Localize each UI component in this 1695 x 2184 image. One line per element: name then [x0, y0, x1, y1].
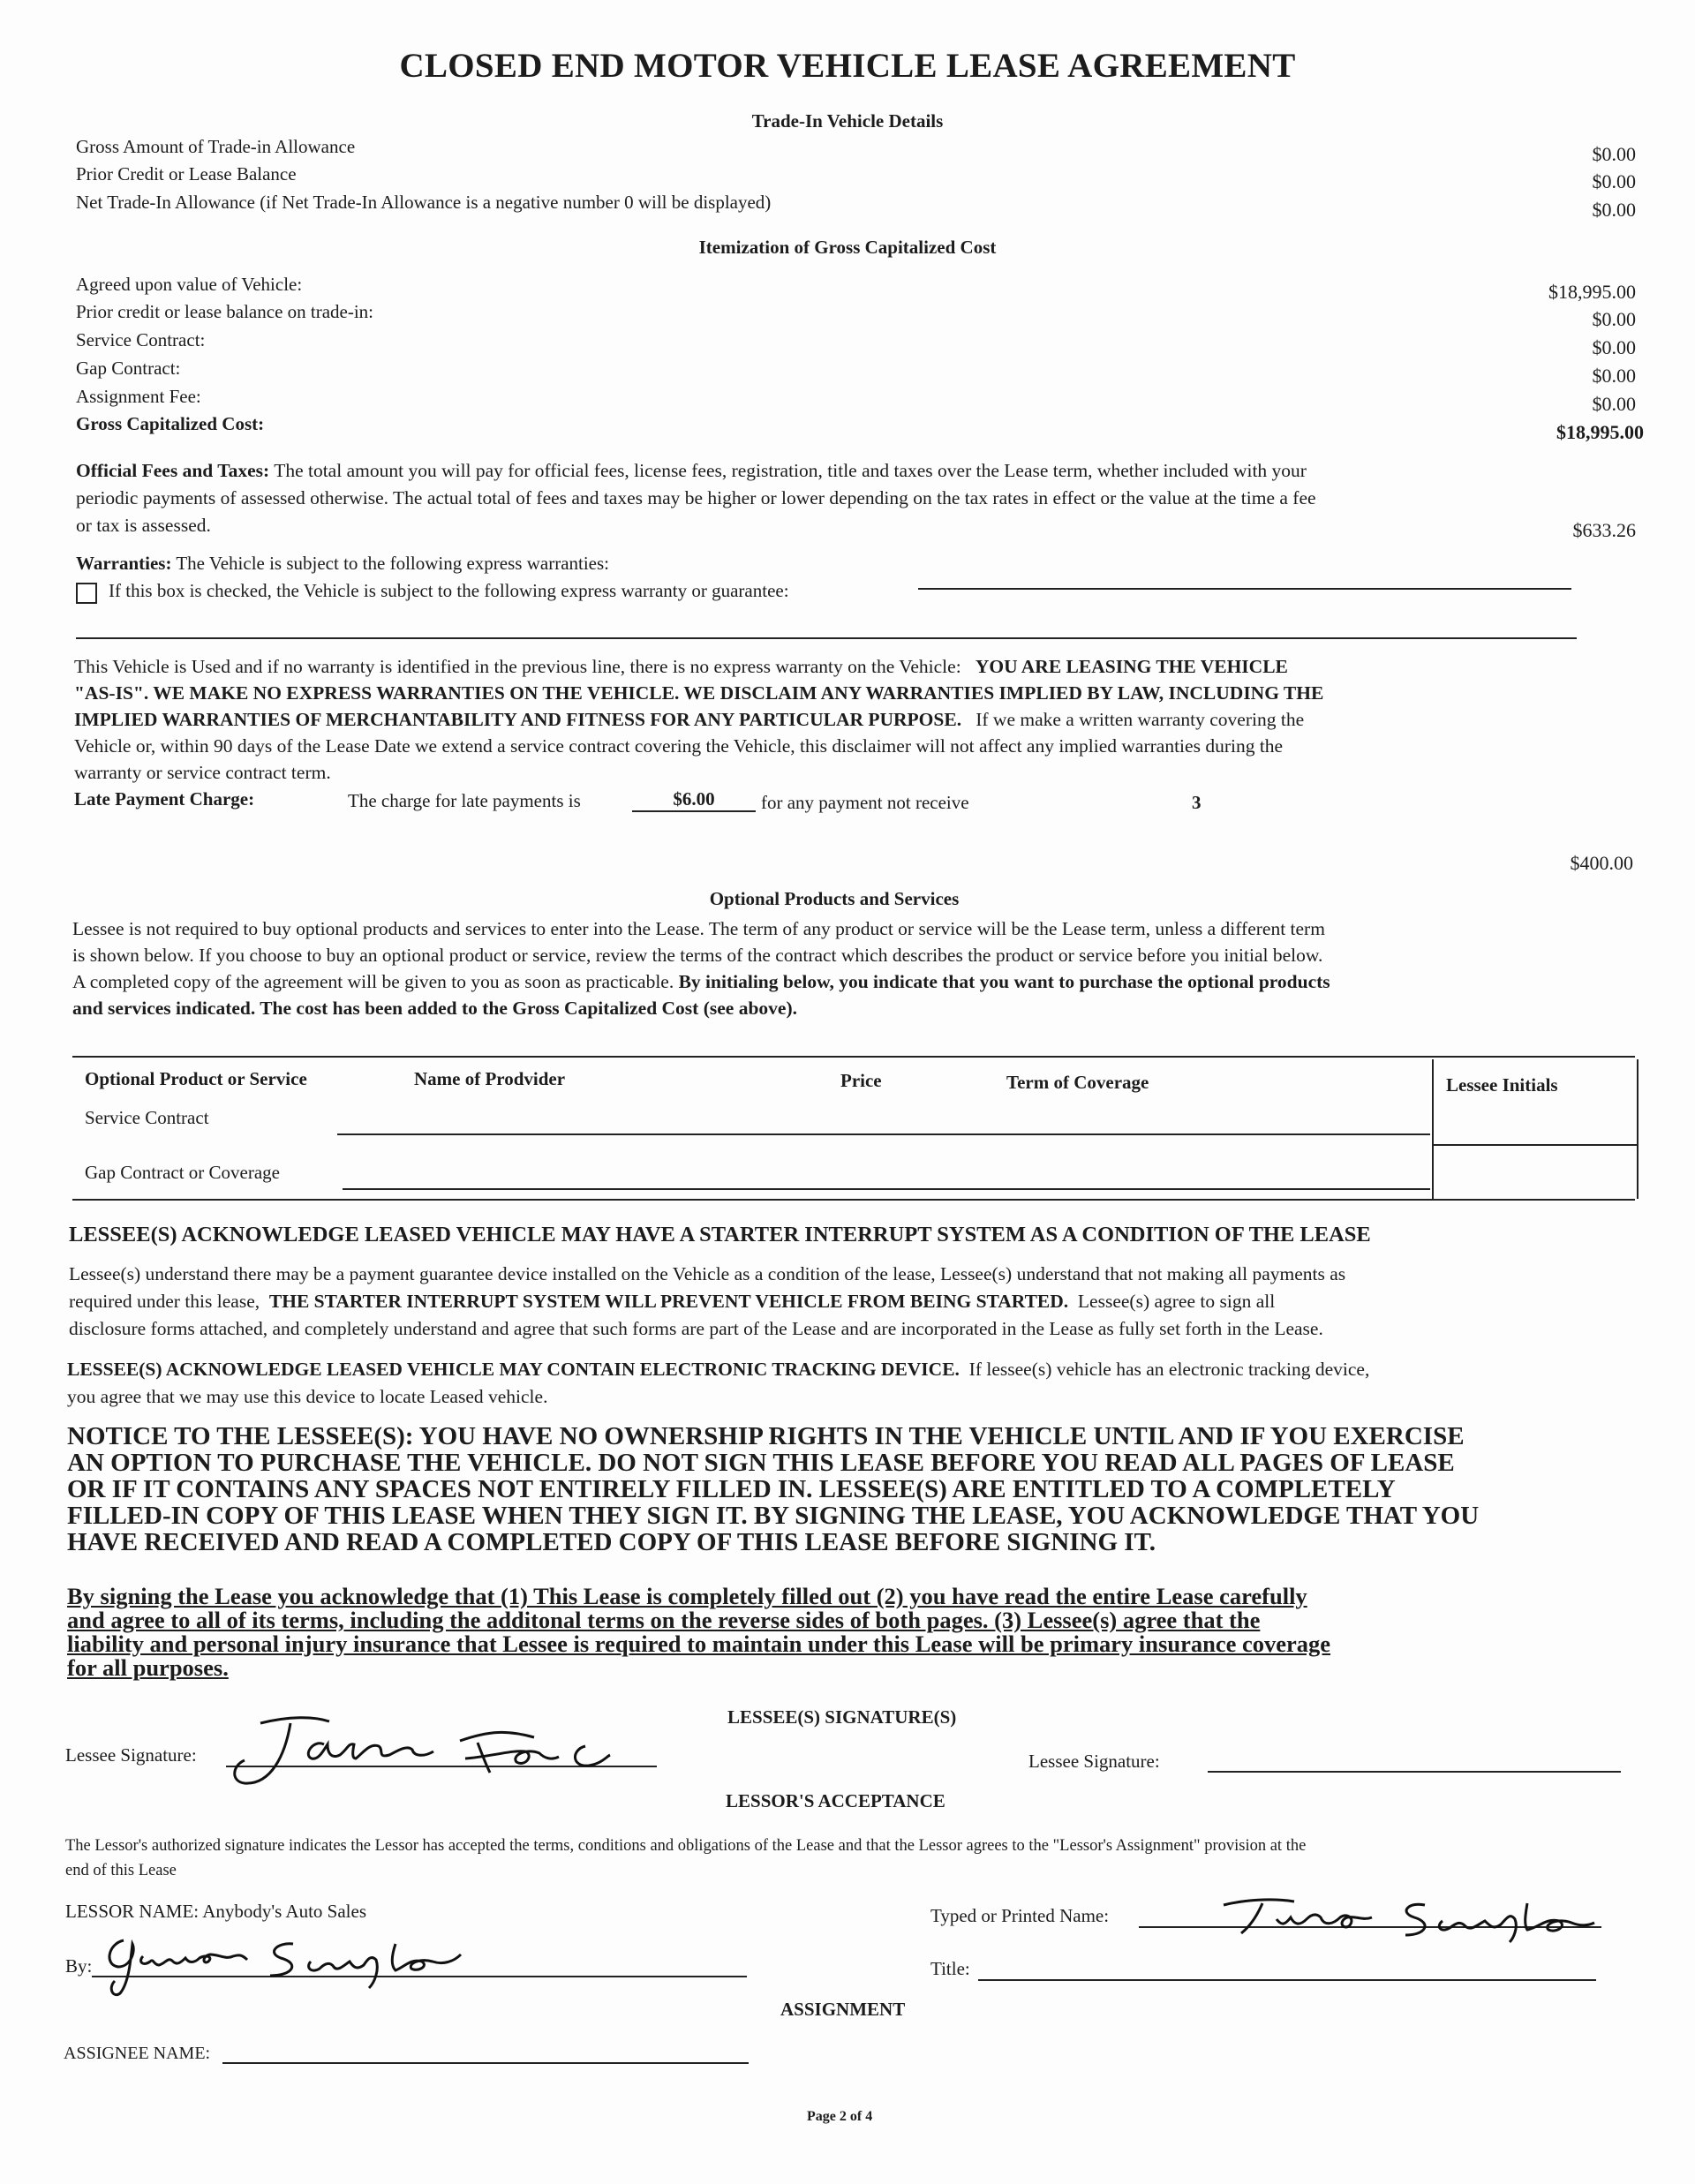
- trade-in-value: $0.00: [1592, 199, 1636, 221]
- acknowledge-line: for all purposes.: [67, 1654, 229, 1681]
- itemization-value: $0.00: [1592, 308, 1636, 330]
- itemization-label: Agreed upon value of Vehicle:: [76, 274, 303, 295]
- fees-label: Official Fees and Taxes:: [76, 460, 270, 481]
- as-is-text: This Vehicle is Used and if no warranty is identified in the previous line, there is no express warranty on the Vehicle:: [74, 656, 961, 677]
- lessor-name: Anybody's Auto Sales: [202, 1901, 366, 1922]
- itemization-label: Service Contract:: [76, 329, 206, 350]
- late-payment-text: The charge for late payments is: [348, 790, 581, 811]
- fees-text: or tax is assessed.: [76, 515, 211, 536]
- notice-line: FILLED-IN COPY OF THIS LEASE WHEN THEY SIGN IT. BY SIGNING THE LEASE, YOU ACKNOWLEDGE THAT YOU: [67, 1502, 1480, 1530]
- as-is-text: If we make a written warranty covering the: [976, 709, 1305, 730]
- gap-contract-line[interactable]: [343, 1188, 1430, 1190]
- optional-text: [72, 915, 1330, 1021]
- optional-products-table: [72, 1056, 1635, 1199]
- as-is-text: YOU ARE LEASING THE VEHICLE: [975, 656, 1288, 677]
- itemization-label: Prior credit or lease balance on trade-in:: [76, 301, 374, 322]
- lessor-name-label: LESSOR NAME:: [65, 1901, 200, 1922]
- optional-line: A completed copy of the agreement will be given to you as soon as practicable.: [72, 971, 674, 992]
- acknowledge-line: and agree to all of its terms, including the additonal terms on the reverse sides of both pages. (3) Lessee(s) agree that the: [67, 1607, 1261, 1633]
- starter-line: required under this lease,: [69, 1291, 260, 1312]
- lessor-text: [65, 1834, 1306, 1883]
- signatures-heading: LESSEE(S) SIGNATURE(S): [727, 1706, 957, 1728]
- lessor-line: end of this Lease: [65, 1862, 177, 1879]
- late-payment-text: for any payment not receive: [761, 792, 969, 813]
- table-row-label: Gap Contract or Coverage: [85, 1162, 281, 1183]
- by-signature: [85, 1924, 491, 2004]
- by-signature-text: Junior Sample: [85, 1924, 90, 1925]
- official-fees: [76, 457, 1316, 539]
- warranty-line[interactable]: [76, 637, 1577, 639]
- lessor-line: The Lessor's authorized signature indicates the Lessor has accepted the terms, conditions and obligations of the Lease and that the Lessor agrees to the "Lessor's Assignment" provision at the: [65, 1837, 1307, 1855]
- tracking-line: you agree that we may use this device to locate Leased vehicle.: [67, 1386, 548, 1407]
- table-header: Name of Prodvider: [414, 1068, 566, 1089]
- lessee1-signature: [225, 1704, 649, 1801]
- optional-line: Lessee is not required to buy optional products and services to enter into the Lease. The term of any product or service will be the Lease term, unless a different term: [72, 918, 1325, 939]
- table-row-label: Service Contract: [85, 1107, 209, 1128]
- fees-text: periodic payments of assessed otherwise. The actual total of fees and taxes may be higher or lower depending on the tax rates in effect or the value at the time a fee: [76, 487, 1316, 508]
- tracking-heading: LESSEE(S) ACKNOWLEDGE LEASED VEHICLE MAY CONTAIN ELECTRONIC TRACKING DEVICE.: [67, 1359, 960, 1380]
- lessor-heading: LESSOR'S ACCEPTANCE: [726, 1790, 945, 1811]
- typed-name-signature-text: Junior Sample: [1209, 1886, 1215, 1887]
- gross-cap-cost-label: Gross Capitalized Cost:: [76, 413, 265, 434]
- starter-line: Lessee(s) agree to sign all: [1077, 1291, 1276, 1312]
- tracking-line: If lessee(s) vehicle has an electronic tracking device,: [968, 1359, 1370, 1380]
- starter-text: [69, 1261, 1345, 1343]
- assignee-label: ASSIGNEE NAME:: [64, 2044, 211, 2063]
- lessee1-signature-text: Janet Doe: [225, 1704, 229, 1705]
- late-payment-amount: $6.00: [632, 788, 756, 812]
- as-is-text: warranty or service contract term.: [74, 762, 331, 783]
- lessee2-label: Lessee Signature:: [1028, 1751, 1160, 1772]
- itemization-label: Gap Contract:: [76, 358, 181, 379]
- as-is-text: "AS-IS". WE MAKE NO EXPRESS WARRANTIES ON THE VEHICLE. WE DISCLAIM ANY WARRANTIES IMPLIED BY LAW, INCLUDING THE: [74, 682, 1324, 704]
- by-label: By:: [65, 1955, 93, 1977]
- optional-line: By initialing below, you indicate that you want to purchase the optional products: [678, 971, 1330, 992]
- warranties-label: Warranties:: [76, 553, 172, 574]
- starter-line: disclosure forms attached, and completely understand and agree that such forms are part of the Lease and are incorporated in the Lease as fully set forth in the Lease.: [69, 1318, 1323, 1339]
- warranties: [76, 553, 609, 575]
- table-header: Optional Product or Service: [85, 1068, 307, 1089]
- typed-name-label: Typed or Printed Name:: [930, 1905, 1110, 1926]
- lessor-name-row: [65, 1901, 366, 1923]
- lessee2-signature-line[interactable]: [1208, 1771, 1621, 1773]
- as-is-disclaimer: [74, 653, 1323, 786]
- acknowledge-block: [67, 1585, 1330, 1680]
- trade-in-value: $0.00: [1592, 143, 1636, 165]
- table-bottom-border: [72, 1199, 1635, 1201]
- trade-in-value: $0.00: [1592, 170, 1636, 192]
- notice-block: [67, 1423, 1479, 1555]
- table-header: Price: [840, 1070, 882, 1091]
- table-header: Term of Coverage: [1006, 1072, 1149, 1093]
- title-label: Title:: [930, 1958, 970, 1979]
- itemization-label: Assignment Fee:: [76, 386, 201, 407]
- itemization-value: $18,995.00: [1548, 281, 1636, 303]
- itemization-value: $0.00: [1592, 393, 1636, 415]
- document-title: CLOSED END MOTOR VEHICLE LEASE AGREEMENT: [399, 47, 1296, 85]
- fees-text: The total amount you will pay for official fees, license fees, registration, title and taxes over the Lease term, whether included with your: [274, 460, 1307, 481]
- notice-line: AN OPTION TO PURCHASE THE VEHICLE. DO NOT SIGN THIS LEASE BEFORE YOU READ ALL PAGES OF LEASE: [67, 1449, 1455, 1477]
- itemization-heading: Itemization of Gross Capitalized Cost: [698, 237, 997, 258]
- late-payment-label: Late Payment Charge:: [74, 788, 255, 810]
- title-line[interactable]: [978, 1979, 1596, 1981]
- fees-value: $633.26: [1572, 519, 1636, 541]
- assignee-line[interactable]: [222, 2062, 749, 2064]
- initials-divider: [1434, 1144, 1637, 1146]
- trade-in-label: Net Trade-In Allowance (if Net Trade-In Allowance is a negative number 0 will be displayed): [76, 192, 772, 213]
- as-is-text: Vehicle or, within 90 days of the Lease Date we extend a service contract covering the Vehicle, this disclaimer will not affect any implied warranties during the: [74, 735, 1284, 757]
- late-payment-value: $400.00: [1570, 852, 1633, 874]
- optional-line: is shown below. If you choose to buy an optional product or service, review the terms of the contract which describes the product or service before you initial below.: [72, 945, 1323, 966]
- assignment-heading: ASSIGNMENT: [780, 1999, 906, 2020]
- warranty-checkbox-text: If this box is checked, the Vehicle is subject to the following express warranty or guarantee:: [109, 580, 789, 601]
- optional-line: and services indicated. The cost has been added to the Gross Capitalized Cost (see above).: [72, 998, 797, 1019]
- warranties-text: The Vehicle is subject to the following express warranties:: [176, 553, 610, 574]
- starter-heading: LESSEE(S) ACKNOWLEDGE LEASED VEHICLE MAY HAVE A STARTER INTERRUPT SYSTEM AS A CONDITION OF THE LEASE: [69, 1223, 1371, 1246]
- starter-line: Lessee(s) understand there may be a payment guarantee device installed on the Vehicle as a condition of the lease, Lessee(s) understand that not making all payments as: [69, 1263, 1346, 1284]
- acknowledge-line: liability and personal injury insurance that Lessee is required to maintain under this Lease will be primary insurance coverage: [67, 1630, 1331, 1657]
- notice-line: NOTICE TO THE LESSEE(S): YOU HAVE NO OWNERSHIP RIGHTS IN THE VEHICLE UNTIL AND IF YOU EXERCISE: [67, 1422, 1465, 1450]
- gross-cap-cost-value: $18,995.00: [1556, 421, 1644, 443]
- tracking-text: [67, 1356, 1369, 1411]
- table-header: Lessee Initials: [1446, 1074, 1558, 1096]
- acknowledge-line: By signing the Lease you acknowledge that (1) This Lease is completely filled out (2) you have read the entire Lease carefully: [67, 1583, 1307, 1609]
- itemization-value: $0.00: [1592, 336, 1636, 358]
- page-number: Page 2 of 4: [807, 2109, 873, 2124]
- optional-heading: Optional Products and Services: [709, 888, 960, 909]
- itemization-value: $0.00: [1592, 365, 1636, 387]
- service-contract-line[interactable]: [337, 1133, 1430, 1135]
- warranty-checkbox[interactable]: [76, 583, 97, 604]
- trade-in-label: Gross Amount of Trade-in Allowance: [76, 136, 356, 157]
- late-payment-days: 3: [1192, 792, 1202, 813]
- starter-line: THE STARTER INTERRUPT SYSTEM WILL PREVENT VEHICLE FROM BEING STARTED.: [268, 1291, 1069, 1312]
- typed-name-signature: [1209, 1886, 1616, 1947]
- trade-in-label: Prior Credit or Lease Balance: [76, 163, 297, 185]
- lessee1-label: Lessee Signature:: [65, 1744, 197, 1766]
- warranty-line[interactable]: [918, 588, 1571, 590]
- trade-in-heading: Trade-In Vehicle Details: [751, 110, 944, 132]
- as-is-text: IMPLIED WARRANTIES OF MERCHANTABILITY AND FITNESS FOR ANY PARTICULAR PURPOSE.: [74, 709, 962, 730]
- notice-line: HAVE RECEIVED AND READ A COMPLETED COPY OF THIS LEASE BEFORE SIGNING IT.: [67, 1528, 1156, 1556]
- notice-line: OR IF IT CONTAINS ANY SPACES NOT ENTIRELY FILLED IN. LESSEE(S) ARE ENTITLED TO A COMPLETELY: [67, 1475, 1396, 1503]
